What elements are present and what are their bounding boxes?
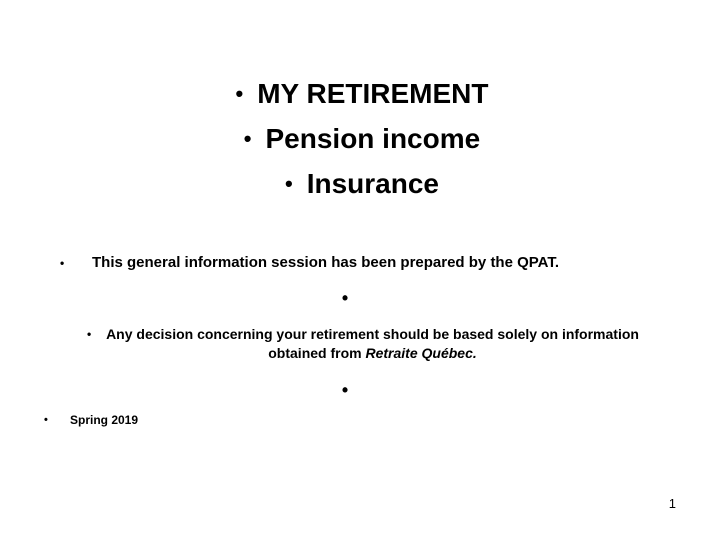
title-item-pension-income [0, 117, 720, 162]
bullet-icon: • [44, 414, 48, 426]
title-item-my-retirement [0, 72, 720, 117]
title-item-text: Insurance [306, 168, 439, 199]
decision-note-emphasis: Retraite Québec. [365, 345, 477, 361]
decision-note-text [105, 325, 640, 363]
session-note-text: This general information session has been prepared by the QPAT. [92, 254, 560, 271]
date-text: Spring 2019 [70, 413, 139, 427]
title-item-text: MY RETIREMENT [257, 78, 489, 109]
bullet-icon: • [60, 256, 65, 270]
bullet-icon: • [235, 81, 244, 106]
decision-note-body: Any decision concerning your retirement should be based solely on information obtained from [106, 326, 639, 361]
title-item-insurance [0, 162, 720, 207]
title-item-text: Pension income [265, 123, 481, 154]
separator-dot: • [341, 380, 349, 400]
separator-dot: • [341, 288, 349, 308]
title-bullet-list [0, 72, 720, 207]
bullet-icon: • [87, 327, 92, 341]
bullet-icon: • [285, 171, 293, 196]
page-number: 1 [668, 496, 676, 511]
bullet-icon: • [243, 126, 252, 151]
